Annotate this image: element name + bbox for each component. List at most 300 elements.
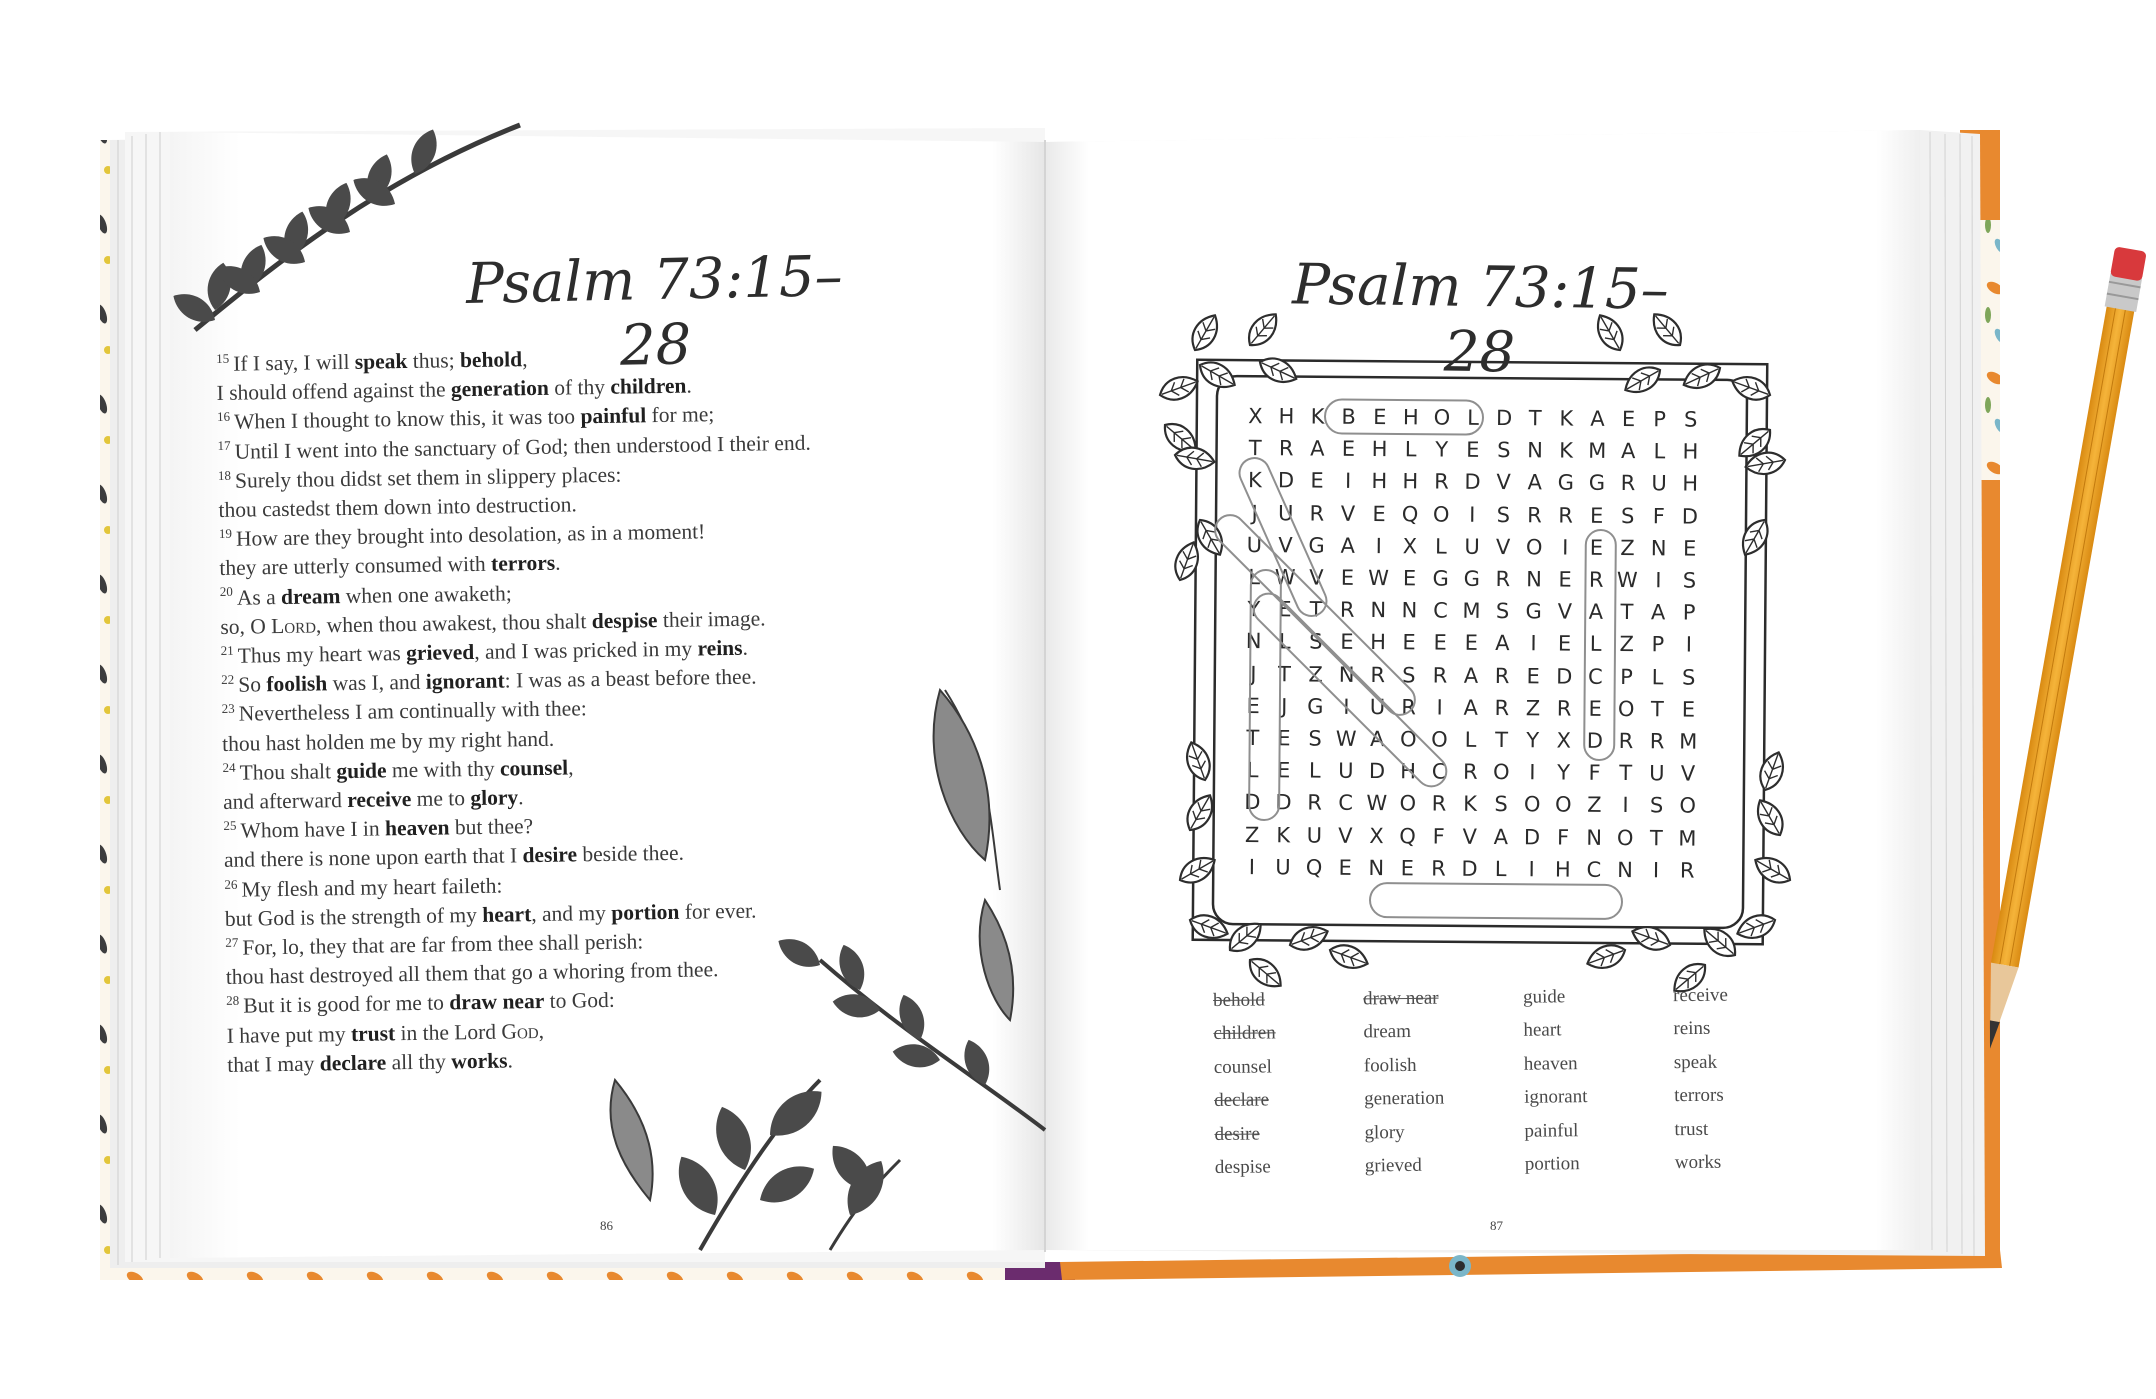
grid-letter[interactable]: O [1616,825,1634,850]
grid-letter[interactable]: Q [1399,823,1416,848]
highlighted-word: behold [459,347,523,373]
grid-letter[interactable]: D [1523,824,1541,849]
grid-letter[interactable]: U [1369,694,1386,719]
grid-letter[interactable]: L [1248,565,1261,590]
verse-text: , and I was pricked in my [474,636,698,665]
grid-letter[interactable]: L [1308,758,1321,783]
grid-letter[interactable]: R [1679,858,1695,883]
verse-text: , [521,347,528,372]
grid-letter[interactable]: E [1340,630,1354,655]
grid-letter[interactable]: I [1685,632,1693,657]
grid-letter[interactable]: O [1679,793,1697,818]
grid-letter[interactable]: N [1368,855,1385,880]
grid-letter[interactable]: E [1589,535,1604,560]
grid-letter[interactable]: J [1281,694,1288,719]
grid-letter[interactable]: W [1335,726,1357,751]
grid-letter[interactable]: D [1461,856,1478,881]
grid-letter[interactable]: H [1402,405,1419,430]
word-search-grid[interactable] [1236,400,1706,886]
grid-letter[interactable]: H [1371,437,1388,462]
grid-letter[interactable]: E [1466,438,1480,463]
grid-letter[interactable]: U [1338,758,1354,784]
grid-letter[interactable]: R [1278,436,1294,461]
grid-letter[interactable]: R [1558,503,1573,528]
grid-letter[interactable]: P [1682,600,1696,625]
grid-letter[interactable]: J [1251,500,1258,525]
grid-letter[interactable]: T [1620,600,1634,625]
grid-letter[interactable]: R [1401,695,1416,720]
grid-letter[interactable]: U [1651,471,1667,496]
grid-letter[interactable]: W [1368,566,1389,591]
verse-number: 16 [216,409,231,425]
verse-text: , and my [531,900,612,926]
verse-text: How are they brought into desolation, as in a moment! [235,519,706,551]
grid-letter[interactable]: D [1556,664,1573,689]
grid-letter[interactable]: C [1586,857,1602,882]
grid-letter[interactable]: G [1308,533,1325,558]
grid-letter[interactable]: U [1649,761,1665,786]
grid-letter[interactable]: A [1495,631,1510,656]
grid-letter[interactable]: F [1588,760,1601,786]
word-list-item: desire [1214,1123,1260,1145]
grid-letter[interactable]: H [1554,857,1571,882]
verse-text: me with thy [386,756,501,783]
grid-letter[interactable]: S [1496,502,1511,527]
grid-letter[interactable]: A [1620,439,1636,464]
grid-letter[interactable]: S [1681,665,1696,690]
verse-number: 17 [217,438,231,454]
grid-letter[interactable]: R [1494,695,1510,720]
grid-letter[interactable]: D [1277,468,1295,493]
grid-letter[interactable]: E [1373,405,1387,430]
highlighted-word: dream [280,583,341,609]
grid-letter[interactable]: X [1556,728,1572,753]
grid-letter[interactable]: V [1338,823,1353,848]
grid-letter[interactable]: L [1467,405,1480,430]
grid-letter[interactable]: X [1402,534,1418,559]
highlighted-word: generation [450,375,550,402]
grid-letter[interactable]: V [1462,824,1478,849]
grid-letter[interactable]: M [1462,598,1481,624]
grid-letter[interactable]: H [1400,759,1417,784]
grid-letter[interactable]: E [1402,630,1416,655]
grid-letter[interactable]: E [1400,855,1415,881]
grid-letter[interactable]: E [1681,697,1696,722]
grid-letter[interactable]: I [1530,631,1537,656]
grid-letter[interactable]: A [1527,470,1543,495]
grid-letter[interactable]: R [1434,469,1449,495]
grid-row [1237,690,1704,726]
verse-text: thus; [407,348,461,373]
verse-text: : I was as a beast before thee. [504,664,757,693]
grid-letter[interactable]: I [1344,469,1352,494]
grid-letter[interactable]: R [1556,696,1572,721]
grid-letter[interactable]: Z [1308,662,1323,687]
grid-letter[interactable]: P [1653,407,1667,432]
grid-letter[interactable]: Z [1244,822,1260,847]
grid-letter[interactable]: S [1682,568,1697,593]
grid-letter[interactable]: C [1431,759,1447,784]
grid-letter[interactable]: G [1588,471,1606,496]
grid-letter[interactable]: L [1404,437,1417,462]
verse-text: , when thou awakest, thou shalt [315,608,592,638]
grid-letter[interactable]: E [1621,407,1636,432]
verse-text: My flesh and my heart faileth: [241,873,503,902]
grid-letter[interactable]: S [1621,503,1635,528]
grid-letter[interactable]: V [1496,470,1511,495]
grid-letter[interactable]: N [1245,629,1262,654]
word-list-column [1523,986,1588,1187]
grid-letter[interactable]: V [1340,501,1356,526]
word-list-item: trust [1674,1118,1709,1140]
word-list-item: terrors [1674,1084,1724,1107]
grid-letter[interactable]: S [1309,629,1323,655]
grid-letter[interactable]: D [1464,470,1481,495]
grid-letter[interactable]: C [1338,791,1354,816]
grid-letter[interactable]: C [1433,598,1448,623]
grid-letter[interactable]: Y [1247,597,1261,622]
grid-row [1238,593,1705,629]
word-list-item: works [1674,1151,1722,1174]
verse-text: Whom have I in [240,816,386,843]
grid-row [1240,400,1707,436]
grid-letter[interactable]: R [1494,663,1510,688]
grid-letter[interactable]: F [1556,825,1570,850]
grid-letter[interactable]: G [1307,694,1324,719]
grid-letter[interactable]: A [1369,727,1385,752]
verse-text: . [507,1048,514,1073]
right-page-number: 87 [1490,1218,1503,1233]
grid-letter[interactable]: O [1525,535,1543,560]
grid-letter[interactable]: V [1495,534,1511,559]
grid-letter[interactable]: F [1652,503,1666,528]
grid-letter[interactable]: F [1432,824,1445,849]
grid-letter[interactable]: A [1463,663,1479,688]
grid-letter[interactable]: N [1526,567,1542,592]
grid-letter[interactable]: H [1371,469,1388,494]
grid-letter[interactable]: I [1469,502,1476,527]
grid-letter[interactable]: R [1309,501,1325,526]
verse-text: and there is none upon earth that I [223,843,523,873]
grid-letter[interactable]: V [1278,533,1293,558]
grid-letter[interactable]: H [1278,404,1295,429]
grid-row [1238,625,1705,661]
grid-letter[interactable]: R [1527,502,1542,528]
grid-letter[interactable]: U [1277,500,1294,526]
grid-letter[interactable]: Y [1435,437,1449,462]
grid-letter[interactable]: I [1248,854,1256,879]
verse-text: Lord [270,613,317,638]
verse-number: 22 [221,671,235,688]
grid-letter[interactable]: R [1462,759,1478,785]
grid-letter[interactable]: R [1339,598,1355,623]
grid-letter[interactable]: Y [1526,728,1540,753]
grid-letter[interactable]: O [1493,760,1510,785]
grid-letter[interactable]: A [1590,406,1605,431]
grid-letter[interactable]: M [1588,439,1607,464]
grid-letter[interactable]: Z [1619,632,1635,657]
grid-letter[interactable]: O [1399,791,1417,816]
grid-letter[interactable]: S [1402,662,1416,687]
word-list-item: declare [1214,1089,1270,1112]
grid-row [1237,786,1704,822]
grid-row [1237,722,1704,758]
grid-letter[interactable]: D [1244,790,1261,815]
grid-letter[interactable]: O [1617,696,1635,721]
grid-letter[interactable]: R [1495,567,1511,592]
grid-letter[interactable]: L [1278,629,1291,654]
grid-letter[interactable]: L [1435,534,1447,559]
verse-text: thou hast holden me by my right hand. [221,726,555,756]
grid-letter[interactable]: X [1248,404,1263,429]
grid-letter[interactable]: K [1247,468,1262,493]
grid-letter[interactable]: B [1341,404,1356,430]
grid-letter[interactable]: I [1343,694,1350,719]
grid-letter[interactable]: M [1679,729,1698,754]
word-list-item: generation [1364,1087,1445,1110]
word-list-item: glory [1364,1121,1405,1143]
verse-number: 18 [217,467,232,483]
word-list-item: guide [1522,986,1566,1008]
grid-row [1238,657,1705,693]
grid-letter[interactable]: A [1493,824,1509,849]
grid-letter[interactable]: O [1554,792,1572,817]
word-list-item: children [1213,1022,1276,1045]
grid-letter[interactable]: X [1369,823,1384,848]
grid-letter[interactable]: L [1589,632,1602,657]
grid-letter[interactable]: G [1525,599,1542,624]
verse-text: , [567,755,574,780]
grid-letter[interactable]: G [1557,470,1575,496]
grid-letter[interactable]: H [1370,630,1387,655]
verse-text: in the Lord [394,1019,502,1045]
grid-letter[interactable]: E [1558,567,1572,592]
verse-number: 27 [225,934,239,950]
highlighted-word: children [610,373,687,400]
grid-letter[interactable]: L [1464,727,1477,752]
grid-letter[interactable]: U [1464,534,1480,559]
grid-letter[interactable]: D [1681,504,1699,529]
grid-letter[interactable]: G [1432,566,1449,591]
grid-letter[interactable]: E [1464,631,1479,656]
grid-letter[interactable]: D [1275,790,1292,815]
grid-letter[interactable]: V [1309,565,1324,590]
grid-letter[interactable]: U [1246,532,1263,558]
grid-letter[interactable]: I [1652,857,1660,883]
grid-letter[interactable]: S [1495,599,1510,624]
verse-text: that I may [227,1051,320,1077]
verse-number: 20 [219,584,233,600]
verse-text: and afterward [222,788,348,814]
grid-letter[interactable]: N [1617,857,1633,882]
grid-row [1239,464,1706,500]
grid-letter[interactable]: R [1588,567,1604,592]
grid-letter[interactable]: O [1399,727,1417,752]
grid-letter[interactable]: E [1682,536,1697,561]
grid-letter[interactable]: S [1683,407,1698,432]
grid-letter[interactable]: N [1586,825,1603,850]
grid-letter[interactable]: A [1310,436,1325,461]
grid-letter[interactable]: O [1523,792,1541,817]
grid-letter[interactable]: N [1650,536,1667,561]
grid-letter[interactable]: E [1338,855,1352,880]
highlighted-word: glory [470,785,519,811]
grid-letter[interactable]: T [1248,436,1262,461]
grid-letter[interactable]: E [1526,663,1540,688]
grid-letter[interactable]: E [1433,630,1447,656]
grid-letter[interactable]: E [1402,566,1417,591]
grid-letter[interactable]: O [1433,405,1451,430]
grid-letter[interactable]: E [1246,693,1260,718]
grid-letter[interactable]: V [1557,599,1573,624]
word-list-column [1363,988,1445,1189]
word-list-item: foolish [1363,1054,1417,1077]
grid-letter[interactable]: K [1559,438,1574,463]
grid-letter[interactable]: W [1616,567,1638,593]
grid-letter[interactable]: S [1308,726,1322,751]
grid-letter[interactable]: E [1276,758,1291,783]
grid-letter[interactable]: I [1622,793,1629,818]
grid-letter[interactable]: O [1432,502,1450,527]
grid-letter[interactable]: I [1529,760,1536,785]
verse-text: thou castedst them down into destruction. [218,492,577,522]
verse-text: . [554,551,561,576]
verse-text: me to [411,786,471,812]
grid-letter[interactable]: Z [1525,696,1541,721]
grid-letter[interactable]: L [1653,439,1666,464]
grid-letter[interactable]: N [1370,598,1387,623]
grid-letter[interactable]: T [1495,727,1509,753]
verse-text: So [238,672,267,697]
grid-letter[interactable]: Z [1587,793,1602,818]
highlighted-word: foolish [266,671,328,697]
grid-row [1238,561,1705,597]
verse-text: Until I went into the sanctuary of God; then understood I their end. [234,430,811,464]
grid-letter[interactable]: H [1402,469,1419,494]
grid-letter[interactable]: H [1682,471,1699,497]
grid-letter[interactable]: E [1588,696,1602,721]
grid-letter[interactable]: T [1277,661,1291,687]
grid-row [1236,851,1703,887]
grid-letter[interactable]: A [1650,600,1666,625]
grid-letter[interactable]: O [1431,727,1448,752]
grid-letter[interactable]: N [1338,662,1355,687]
grid-letter[interactable]: A [1463,695,1479,720]
grid-letter[interactable]: E [1372,501,1386,526]
word-list-item: draw near [1362,987,1439,1010]
grid-letter[interactable]: E [1310,469,1324,494]
highlighted-word: speak [354,348,408,374]
grid-letter[interactable]: R [1649,729,1665,754]
highlighted-word: counsel [499,755,569,781]
grid-letter[interactable]: K [1276,822,1291,847]
grid-letter[interactable]: E [1340,565,1355,590]
grid-letter[interactable]: K [1559,406,1574,431]
grid-letter[interactable]: R [1620,471,1636,496]
grid-letter[interactable]: J [1250,661,1257,686]
word-list-item: heaven [1523,1052,1578,1075]
grid-letter[interactable]: C [1587,664,1603,689]
grid-letter[interactable]: E [1277,726,1291,751]
grid-letter[interactable]: E [1341,437,1356,462]
grid-letter[interactable]: Z [1620,535,1635,560]
grid-letter[interactable]: T [1528,406,1542,431]
grid-letter[interactable]: S [1497,438,1511,463]
grid-letter[interactable]: K [1463,792,1478,817]
grid-letter[interactable]: R [1432,663,1448,688]
grid-letter[interactable]: T [1619,761,1633,786]
grid-letter[interactable]: U [1275,855,1291,880]
highlighted-word: receive [347,787,412,813]
grid-letter[interactable]: L [1494,856,1507,881]
left-page-number: 86 [600,1218,613,1233]
grid-letter[interactable]: Y [1557,760,1571,785]
grid-letter[interactable]: T [1309,597,1323,622]
grid-row [1236,818,1703,854]
grid-letter[interactable]: I [1436,695,1443,720]
grid-row [1239,432,1706,468]
grid-letter[interactable]: U [1306,823,1323,848]
grid-letter[interactable]: I [1528,857,1535,882]
grid-letter[interactable]: Q [1305,855,1323,880]
grid-letter[interactable]: R [1618,728,1634,754]
grid-letter[interactable]: R [1370,662,1386,687]
grid-letter[interactable]: R [1431,791,1447,816]
grid-letter[interactable]: H [1682,439,1699,464]
verse-number: 21 [220,642,234,658]
highlighted-word: heaven [384,815,450,841]
grid-letter[interactable]: I [1375,533,1382,558]
grid-letter[interactable]: A [1340,533,1355,558]
verse-text: Surely thou didst set them in slippery places: [234,462,622,493]
grid-letter[interactable]: L [1246,758,1259,783]
grid-letter[interactable]: E [1278,597,1292,622]
grid-letter[interactable]: I [1655,568,1662,593]
grid-letter[interactable]: W [1366,791,1388,816]
grid-letter[interactable]: W [1274,565,1296,590]
grid-letter[interactable]: L [1651,664,1664,689]
grid-letter[interactable]: P [1620,664,1633,689]
grid-letter[interactable]: E [1589,503,1604,528]
grid-letter[interactable]: I [1562,535,1569,560]
grid-letter[interactable]: D [1368,759,1386,784]
grid-letter[interactable]: V [1680,761,1696,786]
grid-letter[interactable]: Q [1401,501,1419,527]
verse-text: I have put my [226,1021,352,1048]
grid-letter[interactable]: A [1588,599,1604,625]
grid-letter[interactable]: S [1494,792,1508,817]
grid-letter[interactable]: T [1246,726,1260,751]
grid-letter[interactable]: K [1310,404,1325,429]
grid-letter[interactable]: R [1431,856,1446,881]
word-list-item: heart [1523,1019,1562,1042]
verse-text: to God: [544,988,615,1014]
word-list-column [1213,989,1277,1190]
grid-letter[interactable]: T [1650,697,1664,722]
grid-letter[interactable]: N [1401,598,1418,623]
grid-letter[interactable]: D [1495,406,1513,431]
grid-letter[interactable]: T [1649,825,1663,850]
grid-letter[interactable]: D [1586,728,1604,753]
grid-letter[interactable]: N [1527,438,1543,463]
grid-letter[interactable]: P [1651,632,1665,657]
grid-letter[interactable]: G [1463,566,1481,591]
grid-letter[interactable]: M [1678,825,1697,851]
verse-text: was I, and [327,669,426,696]
grid-letter[interactable]: S [1649,793,1664,818]
grid-letter[interactable]: E [1557,631,1572,657]
grid-letter[interactable]: R [1307,790,1322,815]
